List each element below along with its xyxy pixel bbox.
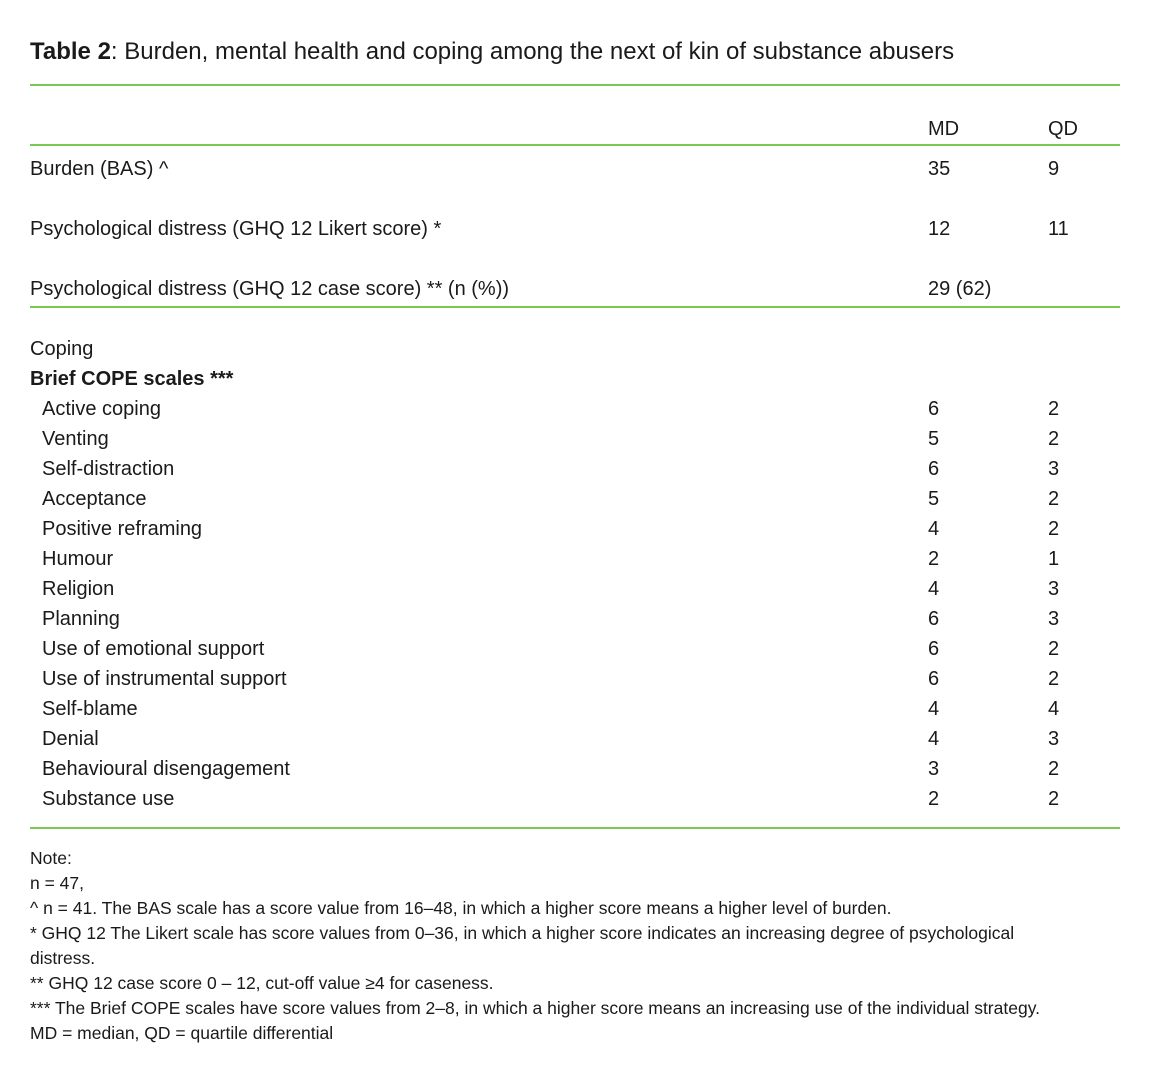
md-value: 2 xyxy=(928,788,940,810)
section-rule xyxy=(30,306,1120,308)
row-label: Burden (BAS) ^ xyxy=(30,158,169,180)
qd-value: 1 xyxy=(1048,548,1060,570)
row-label: Positive reframing xyxy=(42,518,203,540)
row-label: Religion xyxy=(42,578,115,600)
qd-value: 3 xyxy=(1048,728,1060,750)
md-value: 6 xyxy=(928,638,940,660)
column-header-md: MD xyxy=(928,118,960,140)
md-value: 6 xyxy=(928,608,940,630)
row-label: Behavioural disengagement xyxy=(42,758,290,780)
row-label: Self-distraction xyxy=(42,458,175,480)
md-value: 6 xyxy=(928,458,940,480)
qd-value: 2 xyxy=(1048,638,1060,660)
row-label: Venting xyxy=(42,428,109,450)
note-line: MD = median, QD = quartile differential xyxy=(30,1023,334,1043)
note-line: Note: xyxy=(30,848,72,868)
row-label: Acceptance xyxy=(42,488,147,510)
md-value: 35 xyxy=(928,158,951,180)
table-row xyxy=(30,634,1120,664)
row-label: Psychological distress (GHQ 12 Likert score) * xyxy=(30,218,442,240)
table-row xyxy=(30,724,1120,754)
md-value: 6 xyxy=(928,668,940,690)
table-row xyxy=(30,784,1120,814)
note-line: ** GHQ 12 case score 0 – 12, cut-off value ≥4 for caseness. xyxy=(30,973,494,993)
note-line: n = 47, xyxy=(30,873,85,893)
table-row xyxy=(30,274,1120,304)
row-label: Planning xyxy=(42,608,120,630)
qd-value: 3 xyxy=(1048,578,1060,600)
qd-value: 3 xyxy=(1048,458,1060,480)
coping-heading-row xyxy=(30,334,1120,364)
note-line: * GHQ 12 The Likert scale has score values from 0–36, in which a higher score indicates an increasing degree of psychological xyxy=(30,923,1015,943)
md-value: 6 xyxy=(928,398,940,420)
qd-value: 2 xyxy=(1048,488,1060,510)
table-caption: : Burden, mental health and coping among the next of kin of substance abusers xyxy=(110,38,955,65)
row-label: Denial xyxy=(42,728,99,750)
row-label: Use of emotional support xyxy=(42,638,265,660)
qd-value: 9 xyxy=(1048,158,1060,180)
row-label: Substance use xyxy=(42,788,175,810)
qd-value: 4 xyxy=(1048,698,1060,720)
row-label: Self-blame xyxy=(42,698,138,720)
row-label: Psychological distress (GHQ 12 case score) ** (n (%)) xyxy=(30,278,510,300)
table-row xyxy=(30,394,1120,424)
bottom-rule xyxy=(30,827,1120,829)
md-value: 5 xyxy=(928,428,940,450)
table-row xyxy=(30,514,1120,544)
md-value: 12 xyxy=(928,218,951,240)
md-value: 2 xyxy=(928,548,940,570)
table-row xyxy=(30,484,1120,514)
table-row xyxy=(30,664,1120,694)
md-value: 4 xyxy=(928,518,940,540)
md-value: 29 (62) xyxy=(928,278,992,300)
table-title xyxy=(30,36,954,68)
row-label: Use of instrumental support xyxy=(42,668,287,690)
note-line: distress. xyxy=(30,948,96,968)
note-line: *** The Brief COPE scales have score values from 2–8, in which a higher score means an increasing use of the individual strategy. xyxy=(30,998,1041,1018)
qd-value: 2 xyxy=(1048,668,1060,690)
table-row xyxy=(30,574,1120,604)
qd-value: 11 xyxy=(1048,218,1069,240)
table-row xyxy=(30,604,1120,634)
table-notes xyxy=(30,846,1120,1046)
table-row xyxy=(30,454,1120,484)
table-row xyxy=(30,214,1120,244)
coping-subheading-row xyxy=(30,364,1120,394)
qd-value: 2 xyxy=(1048,758,1060,780)
top-rule xyxy=(30,84,1120,86)
note-line: ^ n = 41. The BAS scale has a score value from 16–48, in which a higher score means a higher level of burden. xyxy=(30,898,892,918)
column-header-row xyxy=(30,114,1120,144)
md-value: 3 xyxy=(928,758,940,780)
table-row xyxy=(30,544,1120,574)
qd-value: 3 xyxy=(1048,608,1060,630)
row-label: Active coping xyxy=(42,398,161,420)
table-row xyxy=(30,424,1120,454)
qd-value: 2 xyxy=(1048,788,1060,810)
md-value: 4 xyxy=(928,728,940,750)
table-row xyxy=(30,694,1120,724)
brief-cope-heading: Brief COPE scales *** xyxy=(30,368,234,390)
md-value: 4 xyxy=(928,578,940,600)
qd-value: 2 xyxy=(1048,428,1060,450)
column-header-qd: QD xyxy=(1048,118,1078,140)
table-row xyxy=(30,154,1120,184)
header-rule xyxy=(30,144,1120,146)
md-value: 4 xyxy=(928,698,940,720)
table-number: Table 2 xyxy=(30,38,111,65)
qd-value: 2 xyxy=(1048,518,1060,540)
row-label: Humour xyxy=(42,548,114,570)
table-row xyxy=(30,754,1120,784)
qd-value: 2 xyxy=(1048,398,1060,420)
md-value: 5 xyxy=(928,488,940,510)
coping-heading: Coping xyxy=(30,338,94,360)
